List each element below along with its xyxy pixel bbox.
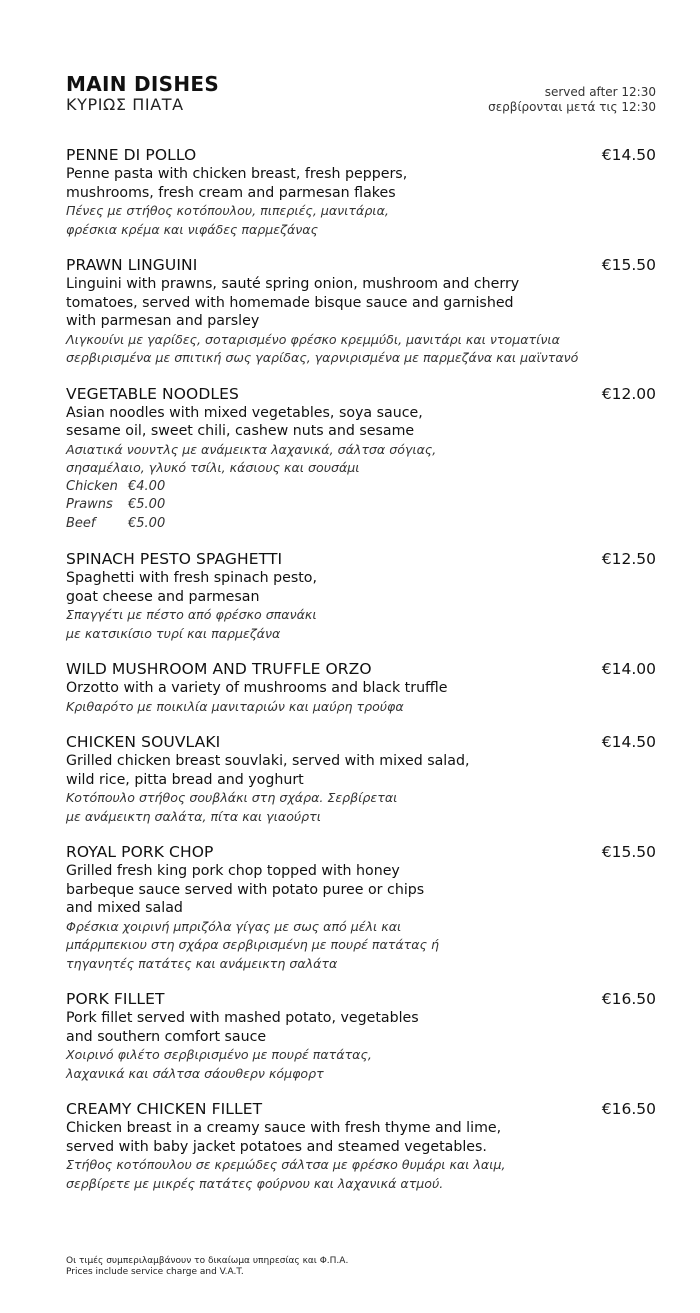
menu-item <box>66 385 656 534</box>
serving-time-gr: σερβίρονται μετά τις 12:30 <box>488 100 656 114</box>
add-on-price: €4.00 <box>128 478 166 494</box>
add-on-list <box>66 478 656 534</box>
serving-time-en: served after 12:30 <box>544 85 656 99</box>
dish-description-greek: Κοτόπουλο στήθος σουβλάκι στη σχάρα. Σερβίρεται με ανάμεικτη σαλάτα, πίτα και γιαούρτι <box>66 790 398 824</box>
dish-description-greek: Λιγκουίνι με γαρίδες, σοταρισμένο φρέσκο κρεμμύδι, μανιτάρι και ντοματίνια σερβιρισμένα με σπιτική σως γαρίδας, γαρνιρισμένα με παρμεζάνα και μαϊντανό <box>66 331 579 365</box>
dish-price: €12.50 <box>601 550 656 568</box>
dish-description-greek: Σπαγγέτι με πέστο από φρέσκο σπανάκι με κατσικίσιο τυρί και παρμεζάνα <box>66 607 317 641</box>
dish-price: €14.50 <box>601 733 656 751</box>
dish-description: Grilled fresh king pork chop topped with honey barbeque sauce served with potato puree or chips and mixed salad <box>66 863 425 916</box>
dish-description-greek: Χοιρινό φιλέτο σερβιρισμένο με πουρέ πατάτας, λαχανικά και σάλτσα σάουθερν κόμφορτ <box>66 1047 372 1081</box>
dish-name: VEGETABLE NOODLES <box>66 384 239 403</box>
add-on-name: Beef <box>66 515 96 531</box>
menu-item <box>66 660 656 716</box>
dish-description-greek: Κριθαρότο με ποικιλία μανιταριών και μαύρη τρούφα <box>66 698 404 714</box>
dish-name: PENNE DI POLLO <box>66 146 197 164</box>
section-title-greek: ΚΥΡΙΩΣ ΠΙΑΤΑ <box>66 95 184 114</box>
add-on-price: €5.00 <box>128 497 166 512</box>
add-on-price: €5.00 <box>128 515 166 531</box>
dish-description: Linguini with prawns, sauté spring onion, mushroom and cherry tomatoes, served with homemade bisque sauce and garnished with parmesan and parsley <box>66 276 520 329</box>
dish-name: CHICKEN SOUVLAKI <box>66 733 221 751</box>
add-on-row <box>66 496 656 515</box>
add-on-name: Prawns <box>66 497 113 512</box>
dish-description: Orzotto with a variety of mushrooms and black truffle <box>66 680 448 696</box>
price-disclaimer <box>66 1256 348 1278</box>
dish-price: €12.00 <box>601 384 656 403</box>
menu-header <box>66 70 656 120</box>
menu-item <box>66 256 656 368</box>
menu-item <box>66 550 656 643</box>
add-on-row <box>66 478 656 497</box>
dish-price: €15.50 <box>601 256 656 274</box>
menu-item <box>66 146 656 239</box>
dish-price: €15.50 <box>601 843 656 861</box>
dish-name: SPINACH PESTO SPAGHETTI <box>66 550 283 568</box>
dish-description: Grilled chicken breast souvlaki, served with mixed salad, wild rice, pitta bread and yoghurt <box>66 753 470 788</box>
dish-description-greek: Φρέσκια χοιρινή μπριζόλα γίγας με σως από μέλι και μπάρμπεκιου στη σχάρα σερβιρισμένη με πουρέ πατάτας ή τηγανητές πατάτες και ανάμεικτη σαλάτα <box>66 918 439 971</box>
menu-items <box>66 146 656 1210</box>
menu-item <box>66 990 656 1083</box>
disclaimer-greek: Οι τιμές συμπεριλαμβάνουν το δικαίωμα υπηρεσίας και Φ.Π.Α. <box>66 1256 349 1266</box>
menu-item <box>66 733 656 826</box>
dish-description: Chicken breast in a creamy sauce with fresh thyme and lime, served with baby jacket potatoes and steamed vegetables. <box>66 1120 502 1155</box>
dish-description: Asian noodles with mixed vegetables, soya sauce, sesame oil, sweet chili, cashew nuts and sesame <box>66 404 423 439</box>
section-title: MAIN DISHES <box>66 72 220 96</box>
dish-name: CREAMY CHICKEN FILLET <box>66 1100 263 1118</box>
dish-name: ROYAL PORK CHOP <box>66 843 214 861</box>
dish-description-greek: Στήθος κοτόπουλου σε κρεμώδες σάλτσα με φρέσκο θυμάρι και λαιμ, σερβίρετε με μικρές πατάτες φούρνου και λαχανικά ατμού. <box>66 1157 506 1191</box>
dish-name: PORK FILLET <box>66 990 165 1008</box>
dish-name: WILD MUSHROOM AND TRUFFLE ORZO <box>66 660 372 678</box>
dish-price: €14.00 <box>601 660 656 678</box>
dish-description-greek: Ασιατικά νουντλς με ανάμεικτα λαχανικά, σάλτσα σόγιας, σησαμέλαιο, γλυκό τσίλι, κάσιους και σουσάμι <box>66 441 437 475</box>
disclaimer-english: Prices include service charge and V.A.T. <box>66 1267 244 1277</box>
add-on-name: Chicken <box>66 478 118 494</box>
dish-price: €16.50 <box>601 990 656 1008</box>
dish-description: Spaghetti with fresh spinach pesto, goat cheese and parmesan <box>66 570 317 605</box>
dish-price: €14.50 <box>601 146 656 164</box>
add-on-row <box>66 515 656 534</box>
menu-item <box>66 1100 656 1193</box>
dish-price: €16.50 <box>601 1100 656 1118</box>
dish-name: PRAWN LINGUINI <box>66 256 198 274</box>
dish-description: Penne pasta with chicken breast, fresh peppers, mushrooms, fresh cream and parmesan flakes <box>66 166 408 201</box>
menu-item <box>66 843 656 973</box>
serving-time-note <box>488 85 656 115</box>
dish-description: Pork fillet served with mashed potato, vegetables and southern comfort sauce <box>66 1010 419 1045</box>
dish-description-greek: Πένες με στήθος κοτόπουλου, πιπεριές, μανιτάρια, φρέσκια κρέμα και νιφάδες παρμεζάνας <box>66 203 389 237</box>
